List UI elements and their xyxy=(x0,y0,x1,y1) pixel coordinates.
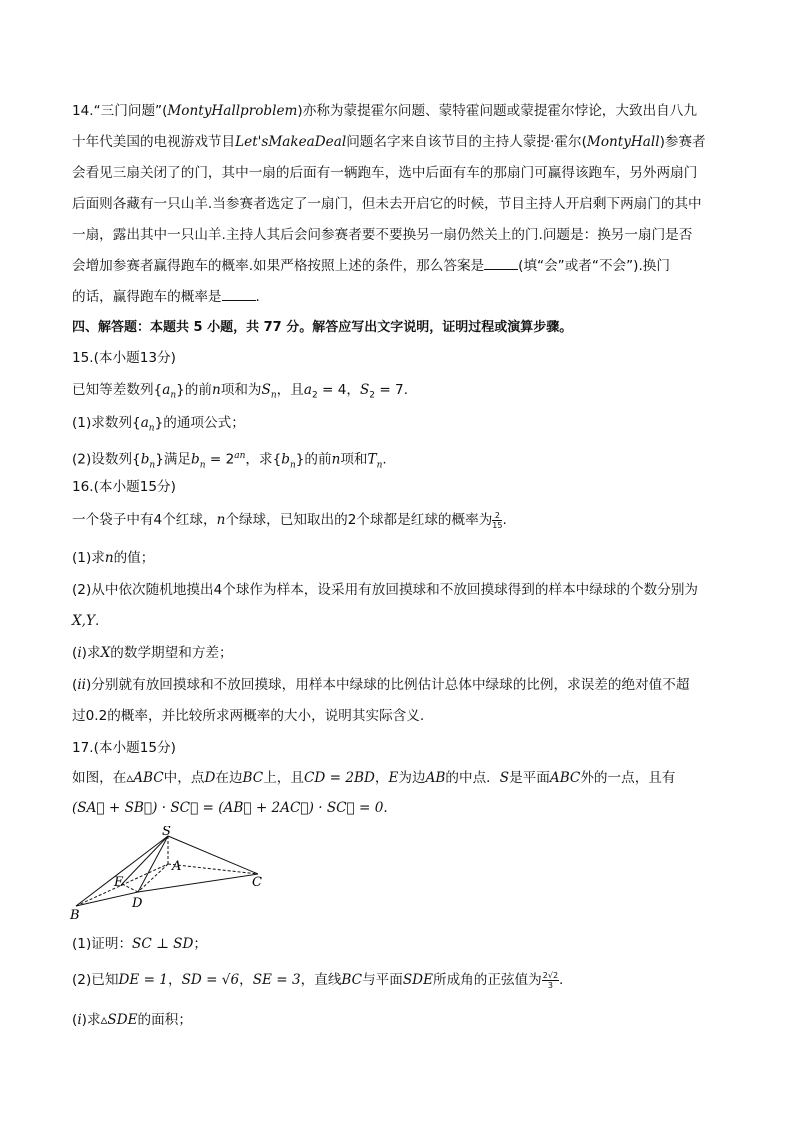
q17-part-2: (2)已知DE = 1，SD = √6，SE = 3，直线BC与平面SDE所成角的正弦值为 $\frac{2√2}{3}$ . xyxy=(72,970,564,990)
q14-line-5: 一扇，露出其中一只山羊.主持人其后会问参赛者要不要换另一扇仍然关上的门.问题是：换另一扇门是否 xyxy=(72,227,693,243)
q17-vector-equation: (SA⃗ + SB⃗) · SC⃗ = (AB⃗ + 2AC⃗) · SC⃗ = 0. xyxy=(72,800,388,816)
q14-line-1: 14.“三门问题”(MontyHallproblem)亦称为蒙提霍尔问题、蒙特霍问题或蒙提霍尔悖论，大致出自八九 xyxy=(72,103,697,119)
q17-stem: 如图，在▵ABC中，点D在边BC上，且CD = 2BD，E为边AB的中点．S是平面ABC外的一点，且有 xyxy=(72,770,676,786)
q16-part-2-ii: (ii)分别就有放回摸球和不放回摸球，用样本中绿球的比例估计总体中绿球的比例，求误差的绝对值不超 xyxy=(72,677,690,693)
answer-blank-1[interactable] xyxy=(484,257,518,270)
q16-part-2-i: (i)求X的数学期望和方差； xyxy=(72,645,233,661)
edge-ED-hidden xyxy=(122,884,138,892)
vertex-label-A: A xyxy=(172,859,182,874)
edge-SE xyxy=(122,836,168,884)
q16-part-2-ii-cont: 过0.2的概率，并比较所求两概率的大小，说明其实际含义. xyxy=(72,708,425,724)
vertex-label-E: E xyxy=(114,875,124,890)
edge-SC xyxy=(168,836,258,874)
section-4-heading: 四、解答题：本题共 5 小题，共 77 分。解答应写出文字说明，证明过程或演算步骤。 xyxy=(72,320,573,335)
q15-heading: 15.(本小题13分) xyxy=(72,350,176,366)
answer-blank-2[interactable] xyxy=(222,288,256,301)
q16-heading: 16.(本小题15分) xyxy=(72,479,176,495)
q15-part-1: (1)求数列$\{a_n\}$的通项公式； xyxy=(72,415,245,434)
edge-SD xyxy=(138,836,168,892)
fraction-2root2-3: $\frac{2√2}{3}$ xyxy=(542,970,559,990)
pyramid-figure xyxy=(64,826,294,922)
vertex-label-S: S xyxy=(162,826,171,839)
q14-line-6: 会增加参赛者赢得跑车的概率.如果严格按照上述的条件，那么答案是 (填“会”或者“不会”).换门 xyxy=(72,258,670,274)
q15-stem: 已知等差数列$\{a_n\}$的前n项和为$S_n$，且$a_2 = 4$，$S_2 = 7$. xyxy=(72,382,409,401)
q16-stem: 一个袋子中有4个红球，n个绿球，已知取出的2个球都是红球的概率为 $\frac{2}{15}$ . xyxy=(72,510,507,530)
edge-AC-hidden xyxy=(168,864,258,874)
q14-line-2: 十年代美国的电视游戏节目Let'sMakeaDeal问题名字来自该节目的主持人蒙提·霍尔(MontyHall)参赛者 xyxy=(72,134,706,150)
vertex-label-B: B xyxy=(70,908,80,922)
q17-heading: 17.(本小题15分) xyxy=(72,740,176,756)
q14-line-4: 后面则各藏有一只山羊.当参赛者选定了一扇门，但未去开启它的时候，节目主持人开启剩下两扇门的其中 xyxy=(72,196,702,212)
q14-line-3: 会看见三扇关闭了的门，其中一扇的后面有一辆跑车，选中后面有车的那扇门可赢得该跑车，另外两扇门 xyxy=(72,165,698,181)
vertex-label-D: D xyxy=(132,896,143,911)
q16-part-2: (2)从中依次随机地摸出4个球作为样本，设采用有放回摸球和不放回摸球得到的样本中绿球的个数分别为 xyxy=(72,582,699,598)
q15-part-2: (2)设数列$\{b_n\}$满足$b_n = 2^{an}$，求$\{b_n\}$的前n项和$T_n$. xyxy=(72,451,387,471)
q17-part-2-i: (i)求▵SDE的面积； xyxy=(72,1012,192,1028)
q14-line-7: 的话，赢得跑车的概率是 . xyxy=(72,289,260,305)
q16-part-2-vars: X,Y. xyxy=(72,613,100,629)
q16-part-1: (1)求n的值； xyxy=(72,550,155,566)
vertex-label-C: C xyxy=(252,875,262,890)
q17-part-1: (1)证明：SC ⊥ SD； xyxy=(72,936,207,952)
fraction-2-15: $\frac{2}{15}$ xyxy=(492,510,503,530)
edge-DC xyxy=(138,874,258,892)
